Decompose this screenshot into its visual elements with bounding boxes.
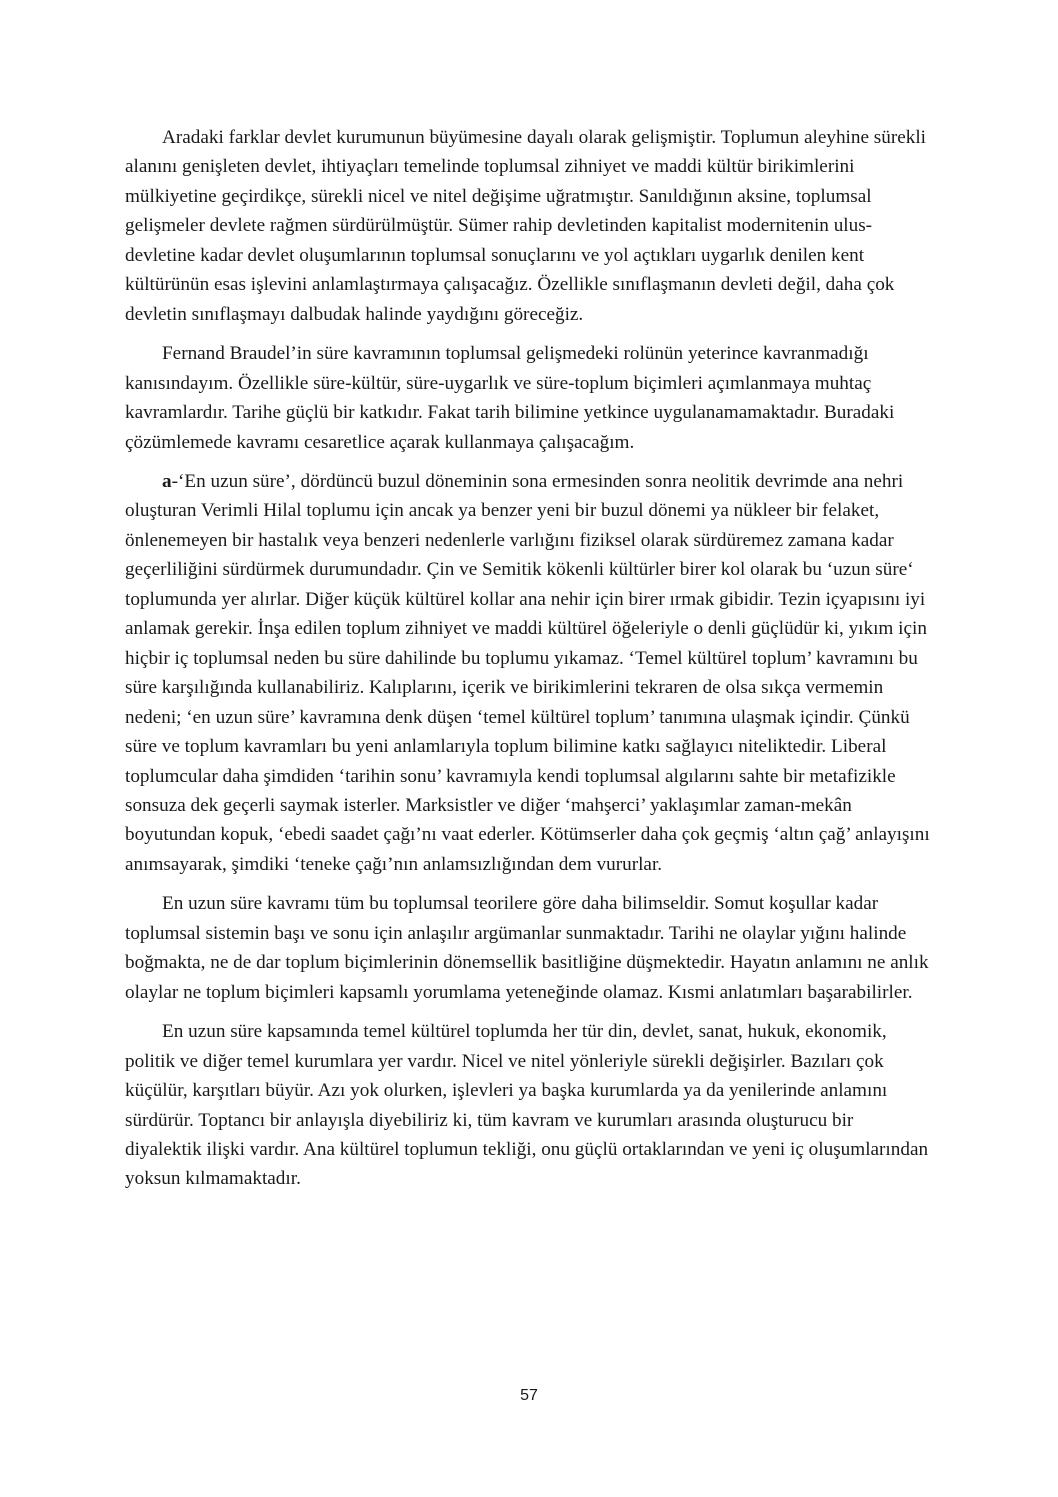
paragraph-3 — [125, 467, 933, 879]
paragraph-4-text: En uzun süre kavramı tüm bu toplumsal teorilere göre daha bilimseldir. Somut koşullar kadar toplumsal sistemin başı ve sonu için anlaşılır argümanlar sunmaktadır. Tarihi ne olaylar yığını halinde boğmakta, ne de dar toplum biçimlerinin dönemsellik basitliğine düşmektedir. Hayatın anlamını ne anlık olaylar ne toplum biçimleri kapsamlı yorumlama yeteneğinde olamaz. Kısmi anlatımları başarabilirler. — [125, 893, 929, 1003]
paragraph-5 — [125, 1017, 933, 1194]
page-number: 57 — [520, 1387, 538, 1404]
paragraph-3-lead-letter: a — [162, 470, 172, 492]
paragraph-3-text: -‘En uzun süre’, dördüncü buzul döneminin sona ermesinden sonra neolitik devrimde ana nehri oluşturan Verimli Hilal toplumu için ancak ya benzer yeni bir buzul dönemi ya nükleer bir felaket, önlenemeyen bir hastalık veya benzeri nedenlerle varlığını fiziksel olarak sürdüremez zamana kadar geçerliliğini sürdürmek durumundadır. Çin ve Semitik kökenli kültürler birer kol olarak bu ‘uzun süre‘ toplumunda yer alırlar. Diğer küçük kültürel kollar ana nehir için birer ırmak gibidir. Tezin içyapısını iyi anlamak gerekir. İnşa edilen toplum zihniyet ve maddi kültürel öğeleriyle o denli güçlüdür ki, yıkım için hiçbir iç toplumsal neden bu süre dahilinde bu toplumu yıkamaz. ‘Temel kültürel toplum’ kavramını bu süre karşılığında kullanabiliriz. Kalıplarını, içerik ve birikimlerini tekraren de olsa sıkça vermemin nedeni; ‘en uzun süre’ kavramına denk düşen ‘temel kültürel toplum’ tanımına ulaşmak içindir. Çünkü süre ve toplum kavramları bu yeni anlamlarıyla toplum bilimine katkı sağlayıcı niteliktedir. Liberal toplumcular daha şimdiden ‘tarihin sonu’ kavramıyla kendi toplumsal algılarını sahte bir metafizikle sonsuza dek geçerli saymak isterler. Marksistler ve diğer ‘mahşerci’ yaklaşımlar zaman-mekân boyutundan kopuk, ‘ebedi saadet çağı’nı vaat ederler. Kötümserler daha çok geçmiş ‘altın çağ’ anlayışını anımsayarak, şimdiki ‘teneke çağı’nın anlamsızlığından dem vururlar. — [125, 470, 930, 875]
paragraph-1-text: Aradaki farklar devlet kurumunun büyümesine dayalı olarak gelişmiştir. Toplumun aleyhine sürekli alanını genişleten devlet, ihtiyaçları temelinde toplumsal zihniyet ve maddi kültür birikimlerini mülkiyetine geçirdikçe, sürekli nicel ve nitel değişime uğratmıştır. Sanıldığının aksine, toplumsal gelişmeler devlete rağmen sürdürülmüştür. Sümer rahip devletinden kapitalist modernitenin ulus-devletine kadar devlet oluşumlarının toplumsal sonuçlarını ve yol açtıkları uygarlık denilen kent kültürünün esas işlevini anlamlaştırmaya çalışacağız. Özellikle sınıflaşmanın devleti değil, daha çok devletin sınıflaşmayı dalbudak halinde yaydığını göreceğiz. — [125, 127, 927, 325]
paragraph-5-text: En uzun süre kapsamında temel kültürel toplumda her tür din, devlet, sanat, hukuk, ekonomik, politik ve diğer temel kurumlara yer vardır. Nicel ve nitel yönleriyle sürekli değişirler. Bazıları çok küçülür, karşıtları büyür. Azı yok olurken, işlevleri ya başka kurumlarda ya da yenilerinde anlamını sürdürür. Toptancı bir anlayışla diyebiliriz ki, tüm kavram ve kurumları arasında oluşturucu bir diyalektik ilişki vardır. Ana kültürel toplumun tekliği, onu güçlü ortaklarından ve yeni iç oluşumlarından yoksun kılmamaktadır. — [125, 1021, 929, 1190]
paragraph-1 — [125, 123, 933, 329]
paragraph-4 — [125, 889, 933, 1007]
paragraph-2 — [125, 339, 933, 457]
paragraph-2-text: Fernand Braudel’in süre kavramının toplumsal gelişmedeki rolünün yeterince kavranmadığı kanısındayım. Özellikle süre-kültür, süre-uygarlık ve süre-toplum biçimleri açımlanmaya muhtaç kavramlardır. Tarihe güçlü bir katkıdır. Fakat tarih bilimine yetkince uygulanamamaktadır. Buradaki çözümlemede kavramı cesaretlice açarak kullanmaya çalışacağım. — [125, 343, 895, 453]
page-body — [125, 123, 933, 1204]
